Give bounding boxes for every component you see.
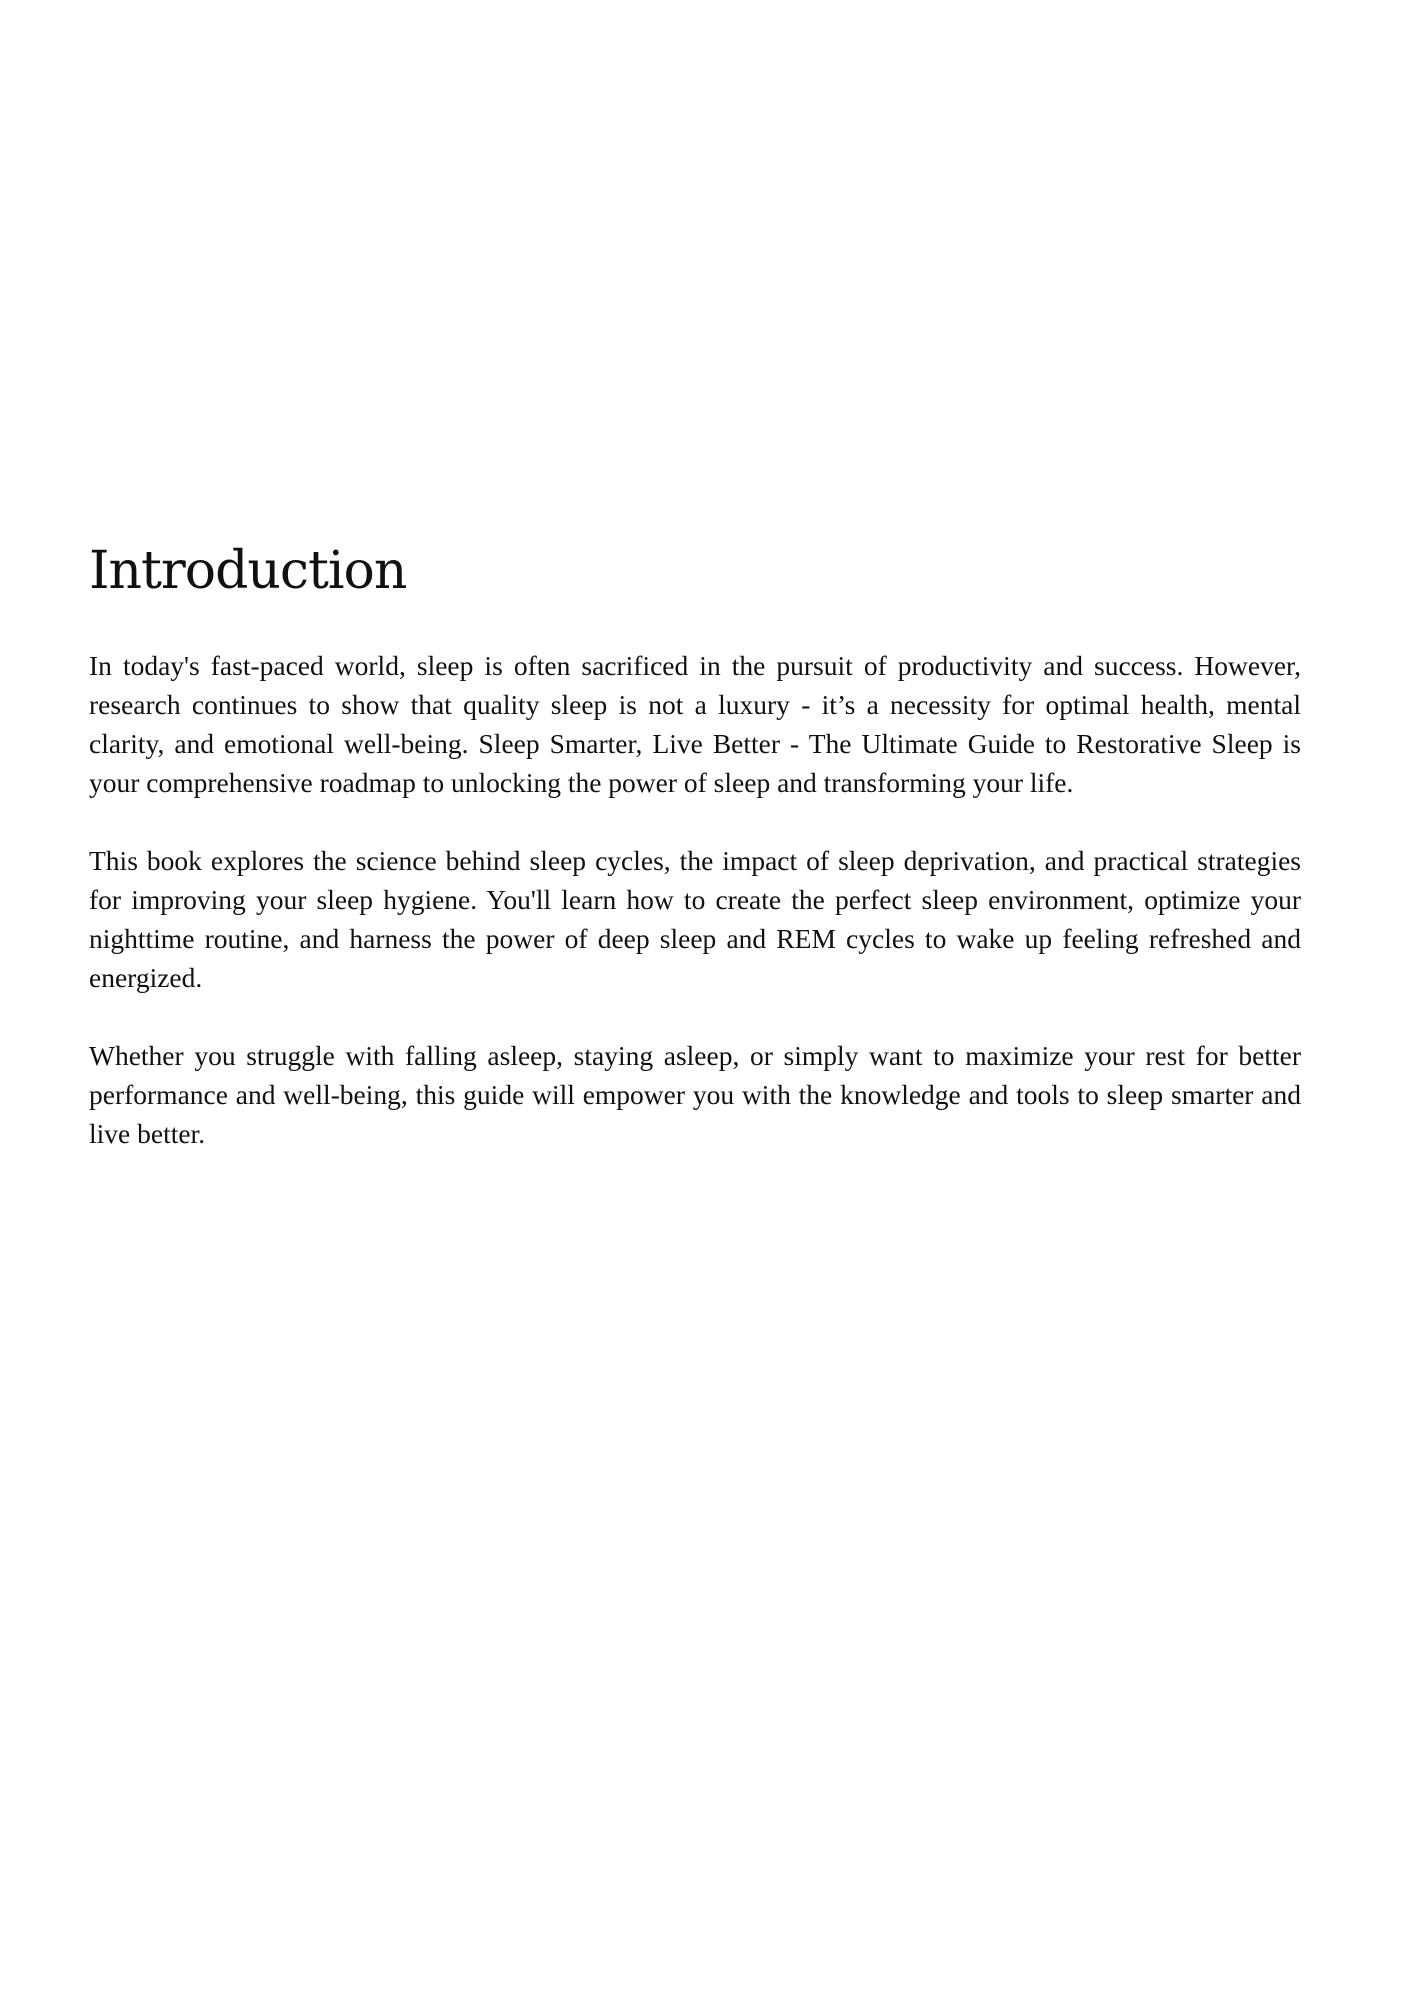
intro-paragraph-1: In today's fast-paced world, sleep is often sacrificed in the pursuit of productivity and success. However, research continues to show that quality sleep is not a luxury - it’s a necessity for optimal health, mental clarity, and emotional well-being. Sleep Smarter, Live Better - The Ultimate Guide to Restorative Sleep is your comprehensive roadmap to unlocking the power of sleep and transforming your life. xyxy=(89,650,1301,799)
intro-paragraph-2: This book explores the science behind sleep cycles, the impact of sleep deprivation, and practical strategies for improving your sleep hygiene. You'll learn how to create the perfect sleep environment, optimize your nighttime routine, and harness the power of deep sleep and REM cycles to wake up feeling refreshed and energized. xyxy=(89,845,1301,994)
intro-paragraph-3: Whether you struggle with falling asleep, staying asleep, or simply want to maximize your rest for better performance and well-being, this guide will empower you with the knowledge and tools to sleep smarter and live better. xyxy=(89,1040,1301,1150)
page-title: Introduction xyxy=(89,541,407,601)
document-page xyxy=(89,540,1301,1192)
